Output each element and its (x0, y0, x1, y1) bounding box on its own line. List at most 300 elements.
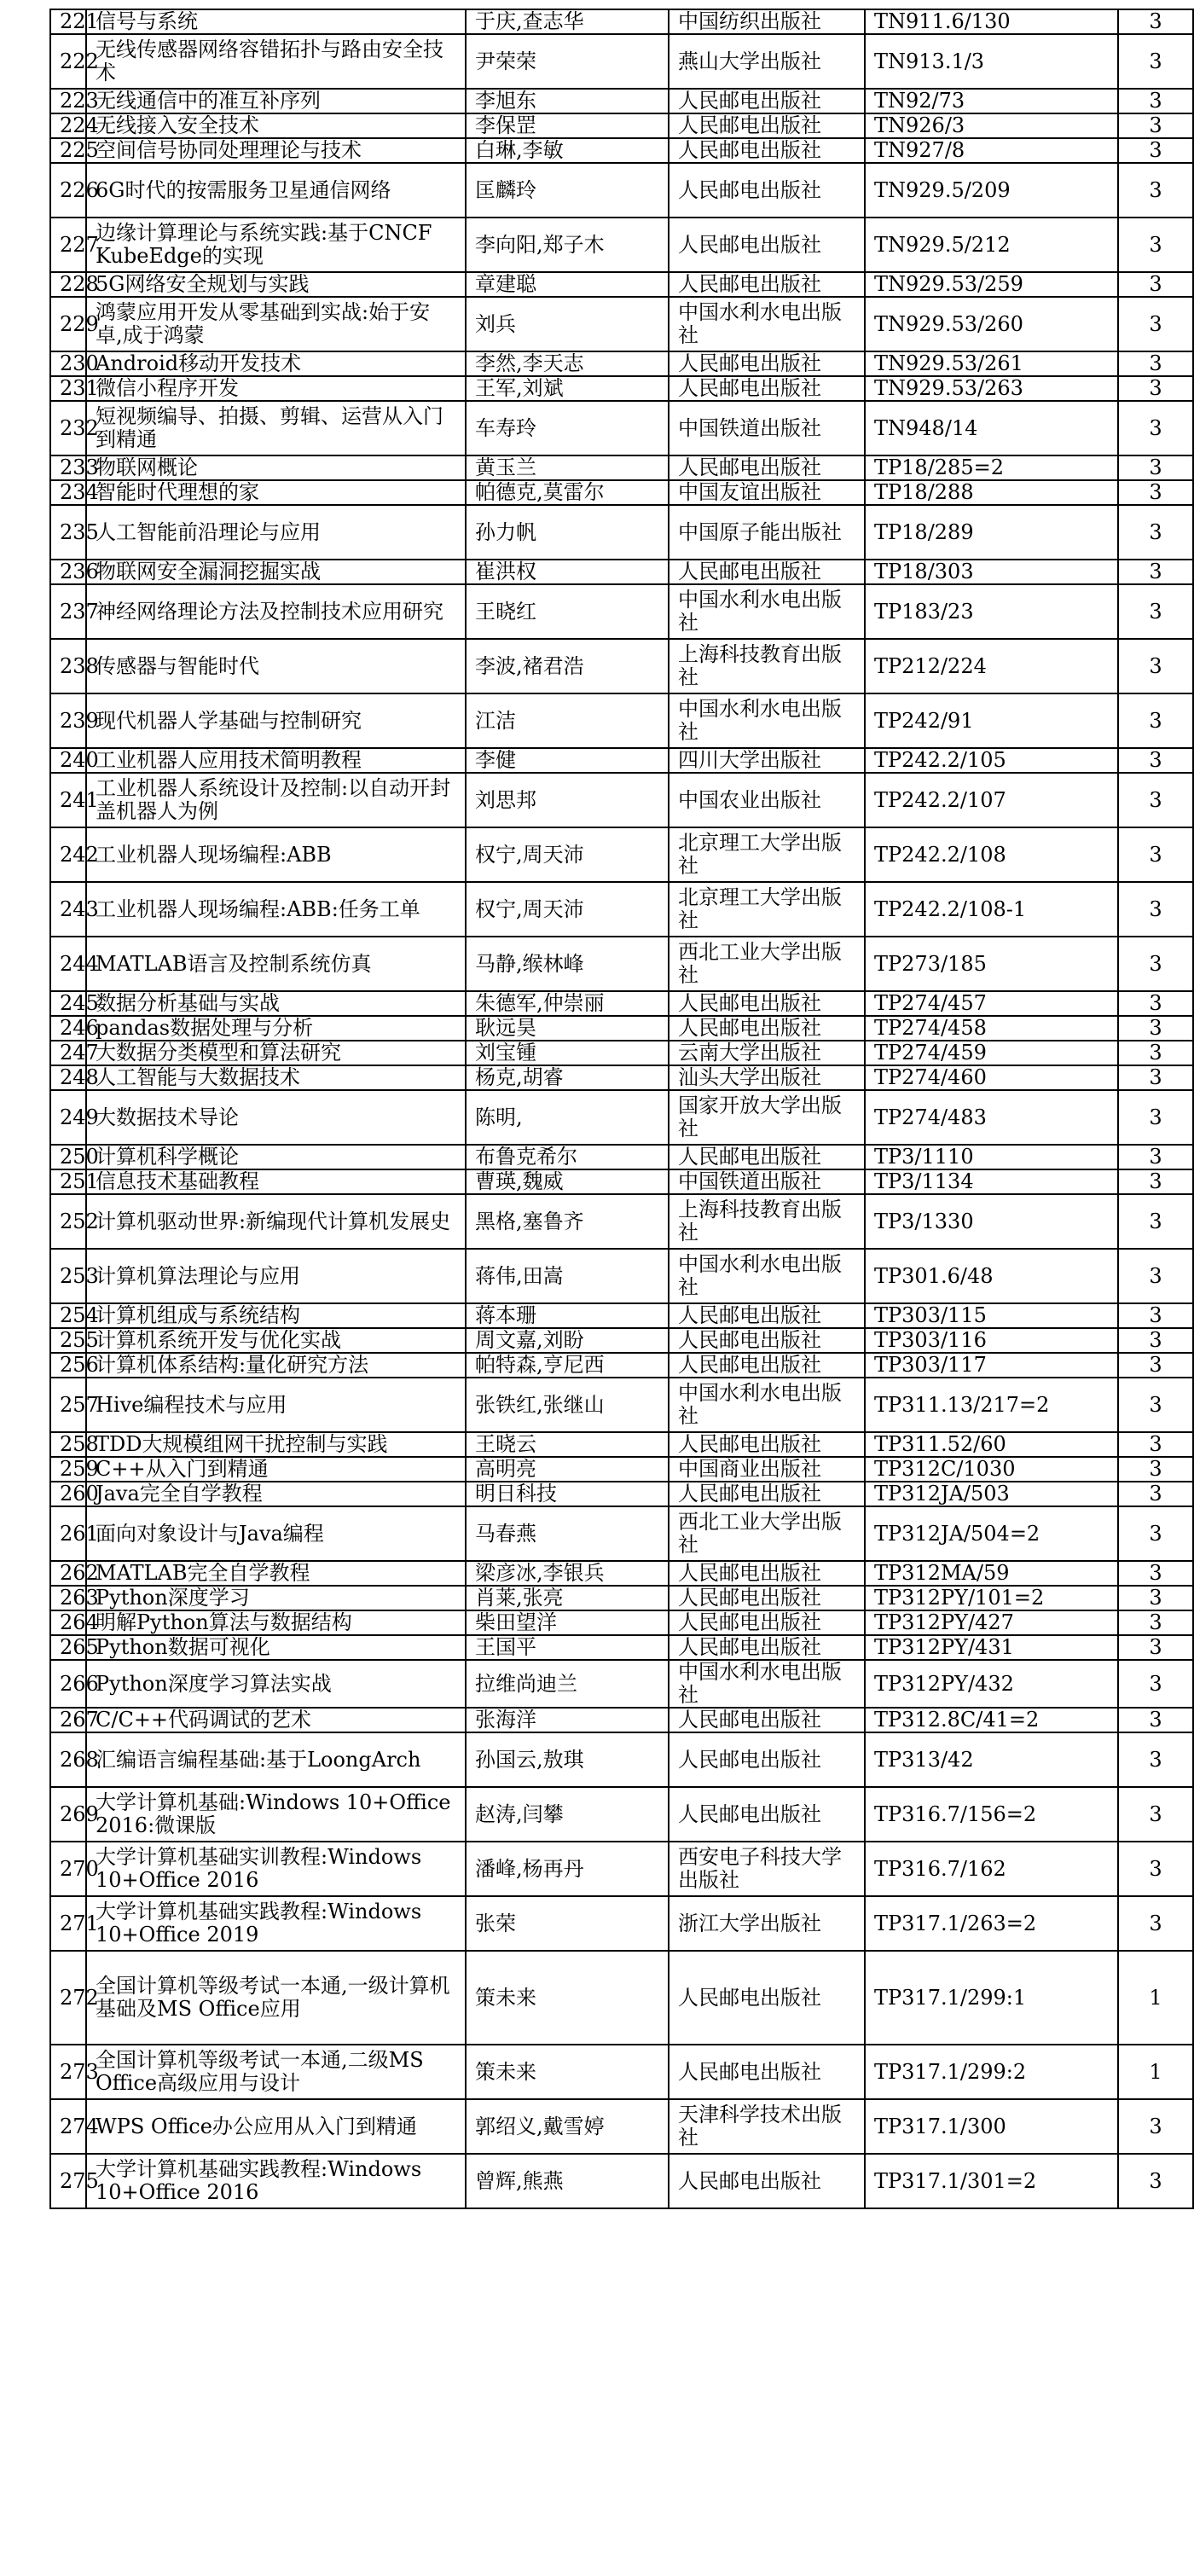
book-title: WPS Office办公应用从入门到精通 (86, 2099, 466, 2154)
row-number: 259 (50, 1457, 86, 1482)
table-row (50, 1482, 1193, 1506)
book-publisher: 人民邮电出版社 (669, 1635, 865, 1660)
book-publisher: 中国铁道出版社 (669, 1169, 865, 1194)
row-number: 265 (50, 1635, 86, 1660)
copies-count: 3 (1118, 827, 1193, 882)
book-author: 朱德军,仲崇丽 (466, 991, 669, 1016)
book-publisher: 中国商业出版社 (669, 1457, 865, 1482)
call-number: TP274/458 (865, 1016, 1118, 1041)
call-number: TP18/288 (865, 480, 1118, 505)
book-title: 边缘计算理论与系统实践:基于CNCF KubeEdge的实现 (86, 218, 466, 272)
book-author: 匡麟玲 (466, 163, 669, 218)
call-number: TP303/115 (865, 1303, 1118, 1328)
table-row (50, 1610, 1193, 1635)
book-publisher: 人民邮电出版社 (669, 560, 865, 584)
call-number: TP242.2/105 (865, 748, 1118, 773)
book-list-table (49, 9, 1194, 2209)
table-row (50, 991, 1193, 1016)
row-number: 253 (50, 1249, 86, 1303)
call-number: TN929.53/263 (865, 376, 1118, 401)
call-number: TP317.1/299:1 (865, 1951, 1118, 2045)
book-author: 拉维尚迪兰 (466, 1660, 669, 1708)
row-number: 245 (50, 991, 86, 1016)
book-title: 全国计算机等级考试一本通,二级MS Office高级应用与设计 (86, 2045, 466, 2099)
row-number: 234 (50, 480, 86, 505)
book-title: 信息技术基础教程 (86, 1169, 466, 1194)
book-title: 大学计算机基础实践教程:Windows 10+Office 2019 (86, 1896, 466, 1951)
book-author: 崔洪权 (466, 560, 669, 584)
book-publisher: 中国纺织出版社 (669, 9, 865, 34)
book-publisher: 中国水利水电出版社 (669, 693, 865, 748)
book-publisher: 人民邮电出版社 (669, 1482, 865, 1506)
copies-count: 3 (1118, 1432, 1193, 1457)
table-row (50, 1249, 1193, 1303)
table-body (50, 9, 1193, 2208)
copies-count: 3 (1118, 1506, 1193, 1561)
copies-count: 3 (1118, 401, 1193, 455)
call-number: TP303/116 (865, 1328, 1118, 1353)
book-title: MATLAB语言及控制系统仿真 (86, 937, 466, 991)
book-publisher: 汕头大学出版社 (669, 1065, 865, 1090)
table-row (50, 1432, 1193, 1457)
book-title: 大学计算机基础实训教程:Windows 10+Office 2016 (86, 1842, 466, 1896)
book-title: TDD大规模组网干扰控制与实践 (86, 1432, 466, 1457)
copies-count: 3 (1118, 639, 1193, 693)
table-row (50, 1457, 1193, 1482)
call-number: TN926/3 (865, 113, 1118, 138)
table-row (50, 937, 1193, 991)
call-number: TP3/1110 (865, 1145, 1118, 1169)
book-publisher: 浙江大学出版社 (669, 1896, 865, 1951)
book-author: 孙国云,敖琪 (466, 1732, 669, 1787)
copies-count: 3 (1118, 163, 1193, 218)
copies-count: 3 (1118, 89, 1193, 113)
book-title: 物联网概论 (86, 455, 466, 480)
book-publisher: 上海科技教育出版社 (669, 639, 865, 693)
copies-count: 3 (1118, 376, 1193, 401)
book-publisher: 中国铁道出版社 (669, 401, 865, 455)
table-row (50, 401, 1193, 455)
book-publisher: 云南大学出版社 (669, 1041, 865, 1065)
call-number: TP242.2/108-1 (865, 882, 1118, 937)
table-row (50, 2099, 1193, 2154)
book-publisher: 中国农业出版社 (669, 773, 865, 827)
copies-count: 3 (1118, 991, 1193, 1016)
row-number: 272 (50, 1951, 86, 2045)
book-title: 工业机器人应用技术简明教程 (86, 748, 466, 773)
book-title: 大学计算机基础:Windows 10+Office 2016:微课版 (86, 1787, 466, 1842)
book-author: 蒋伟,田嵩 (466, 1249, 669, 1303)
book-publisher: 中国水利水电出版社 (669, 1249, 865, 1303)
book-publisher: 人民邮电出版社 (669, 351, 865, 376)
book-author: 杨克,胡睿 (466, 1065, 669, 1090)
table-row (50, 1194, 1193, 1249)
book-publisher: 人民邮电出版社 (669, 1586, 865, 1610)
copies-count: 3 (1118, 1561, 1193, 1586)
table-row (50, 480, 1193, 505)
book-title: 智能时代理想的家 (86, 480, 466, 505)
book-author: 张铁红,张继山 (466, 1378, 669, 1432)
book-author: 李旭东 (466, 89, 669, 113)
book-publisher: 人民邮电出版社 (669, 1787, 865, 1842)
copies-count: 3 (1118, 1328, 1193, 1353)
book-publisher: 人民邮电出版社 (669, 1951, 865, 2045)
call-number: TP316.7/162 (865, 1842, 1118, 1896)
copies-count: 3 (1118, 1482, 1193, 1506)
call-number: TP312.8C/41=2 (865, 1708, 1118, 1732)
book-publisher: 人民邮电出版社 (669, 455, 865, 480)
call-number: TP317.1/300 (865, 2099, 1118, 2154)
copies-count: 3 (1118, 773, 1193, 827)
row-number: 231 (50, 376, 86, 401)
book-title: 面向对象设计与Java编程 (86, 1506, 466, 1561)
book-publisher: 中国水利水电出版社 (669, 297, 865, 351)
book-publisher: 人民邮电出版社 (669, 1432, 865, 1457)
copies-count: 3 (1118, 1635, 1193, 1660)
copies-count: 3 (1118, 9, 1193, 34)
call-number: TP18/303 (865, 560, 1118, 584)
book-author: 刘思邦 (466, 773, 669, 827)
book-title: 5G网络安全规划与实践 (86, 272, 466, 297)
table-row (50, 1635, 1193, 1660)
row-number: 242 (50, 827, 86, 882)
book-title: 空间信号协同处理理论与技术 (86, 138, 466, 163)
table-row (50, 113, 1193, 138)
book-author: 马春燕 (466, 1506, 669, 1561)
copies-count: 3 (1118, 1090, 1193, 1145)
copies-count: 3 (1118, 584, 1193, 639)
copies-count: 3 (1118, 1896, 1193, 1951)
book-publisher: 中国友谊出版社 (669, 480, 865, 505)
book-author: 帕特森,亨尼西 (466, 1353, 669, 1378)
call-number: TP312C/1030 (865, 1457, 1118, 1482)
copies-count: 3 (1118, 1249, 1193, 1303)
book-title: 现代机器人学基础与控制研究 (86, 693, 466, 748)
table-row (50, 1561, 1193, 1586)
row-number: 232 (50, 401, 86, 455)
book-author: 章建聪 (466, 272, 669, 297)
table-row (50, 584, 1193, 639)
copies-count: 3 (1118, 1378, 1193, 1432)
row-number: 222 (50, 34, 86, 89)
call-number: TP312MA/59 (865, 1561, 1118, 1586)
book-title: 数据分析基础与实战 (86, 991, 466, 1016)
copies-count: 3 (1118, 748, 1193, 773)
book-author: 李保罡 (466, 113, 669, 138)
row-number: 237 (50, 584, 86, 639)
table-row (50, 2154, 1193, 2208)
book-author: 赵涛,闫攀 (466, 1787, 669, 1842)
book-author: 黄玉兰 (466, 455, 669, 480)
row-number: 271 (50, 1896, 86, 1951)
copies-count: 3 (1118, 1610, 1193, 1635)
row-number: 260 (50, 1482, 86, 1506)
book-title: 无线接入安全技术 (86, 113, 466, 138)
book-publisher: 国家开放大学出版社 (669, 1090, 865, 1145)
book-publisher: 中国水利水电出版社 (669, 1378, 865, 1432)
book-author: 李然,李天志 (466, 351, 669, 376)
row-number: 246 (50, 1016, 86, 1041)
book-publisher: 人民邮电出版社 (669, 1610, 865, 1635)
row-number: 274 (50, 2099, 86, 2154)
book-author: 肖莱,张亮 (466, 1586, 669, 1610)
call-number: TP274/459 (865, 1041, 1118, 1065)
table-row (50, 1016, 1193, 1041)
copies-count: 3 (1118, 1457, 1193, 1482)
call-number: TN911.6/130 (865, 9, 1118, 34)
call-number: TN929.53/260 (865, 297, 1118, 351)
call-number: TP242.2/107 (865, 773, 1118, 827)
book-author: 尹荣荣 (466, 34, 669, 89)
copies-count: 3 (1118, 1708, 1193, 1732)
row-number: 241 (50, 773, 86, 827)
call-number: TP311.52/60 (865, 1432, 1118, 1457)
table-row (50, 1041, 1193, 1065)
book-title: 人工智能与大数据技术 (86, 1065, 466, 1090)
call-number: TP3/1134 (865, 1169, 1118, 1194)
book-publisher: 人民邮电出版社 (669, 138, 865, 163)
table-row (50, 1896, 1193, 1951)
call-number: TP317.1/301=2 (865, 2154, 1118, 2208)
book-author: 曾辉,熊燕 (466, 2154, 669, 2208)
book-publisher: 人民邮电出版社 (669, 2045, 865, 2099)
book-author: 权宁,周天沛 (466, 827, 669, 882)
table-row (50, 639, 1193, 693)
table-row (50, 693, 1193, 748)
table-row (50, 138, 1193, 163)
call-number: TN92/73 (865, 89, 1118, 113)
row-number: 263 (50, 1586, 86, 1610)
copies-count: 3 (1118, 113, 1193, 138)
copies-count: 3 (1118, 1353, 1193, 1378)
row-number: 226 (50, 163, 86, 218)
table-row (50, 1353, 1193, 1378)
table-row (50, 272, 1193, 297)
table-row (50, 748, 1193, 773)
row-number: 252 (50, 1194, 86, 1249)
book-title: 计算机驱动世界:新编现代计算机发展史 (86, 1194, 466, 1249)
row-number: 240 (50, 748, 86, 773)
book-publisher: 人民邮电出版社 (669, 218, 865, 272)
row-number: 243 (50, 882, 86, 937)
call-number: TP273/185 (865, 937, 1118, 991)
book-publisher: 西北工业大学出版社 (669, 1506, 865, 1561)
table-row (50, 1506, 1193, 1561)
book-publisher: 北京理工大学出版社 (669, 882, 865, 937)
book-title: Python数据可视化 (86, 1635, 466, 1660)
copies-count: 3 (1118, 297, 1193, 351)
book-publisher: 天津科学技术出版社 (669, 2099, 865, 2154)
book-title: MATLAB完全自学教程 (86, 1561, 466, 1586)
copies-count: 1 (1118, 1951, 1193, 2045)
book-publisher: 西安电子科技大学出版社 (669, 1842, 865, 1896)
copies-count: 3 (1118, 505, 1193, 560)
book-title: 大学计算机基础实践教程:Windows 10+Office 2016 (86, 2154, 466, 2208)
book-publisher: 北京理工大学出版社 (669, 827, 865, 882)
row-number: 254 (50, 1303, 86, 1328)
book-title: C/C++代码调试的艺术 (86, 1708, 466, 1732)
row-number: 250 (50, 1145, 86, 1169)
call-number: TN929.53/259 (865, 272, 1118, 297)
call-number: TP312PY/101=2 (865, 1586, 1118, 1610)
call-number: TP313/42 (865, 1732, 1118, 1787)
book-title: 工业机器人现场编程:ABB (86, 827, 466, 882)
row-number: 256 (50, 1353, 86, 1378)
call-number: TP18/289 (865, 505, 1118, 560)
copies-count: 3 (1118, 1842, 1193, 1896)
row-number: 269 (50, 1787, 86, 1842)
copies-count: 3 (1118, 1787, 1193, 1842)
table-row (50, 1169, 1193, 1194)
copies-count: 3 (1118, 1660, 1193, 1708)
copies-count: 3 (1118, 1065, 1193, 1090)
book-author: 马静,缑林峰 (466, 937, 669, 991)
table-row (50, 1586, 1193, 1610)
book-title: 短视频编导、拍摄、剪辑、运营从入门到精通 (86, 401, 466, 455)
row-number: 238 (50, 639, 86, 693)
table-row (50, 89, 1193, 113)
book-publisher: 人民邮电出版社 (669, 1303, 865, 1328)
call-number: TP242/91 (865, 693, 1118, 748)
book-author: 刘宝锺 (466, 1041, 669, 1065)
book-title: 6G时代的按需服务卫星通信网络 (86, 163, 466, 218)
book-author: 孙力帆 (466, 505, 669, 560)
book-publisher: 人民邮电出版社 (669, 163, 865, 218)
book-publisher: 西北工业大学出版社 (669, 937, 865, 991)
table-row (50, 34, 1193, 89)
book-author: 潘峰,杨再丹 (466, 1842, 669, 1896)
row-number: 275 (50, 2154, 86, 2208)
book-title: 计算机科学概论 (86, 1145, 466, 1169)
call-number: TP242.2/108 (865, 827, 1118, 882)
book-author: 布鲁克希尔 (466, 1145, 669, 1169)
call-number: TN927/8 (865, 138, 1118, 163)
row-number: 270 (50, 1842, 86, 1896)
table-row (50, 505, 1193, 560)
row-number: 258 (50, 1432, 86, 1457)
call-number: TP274/460 (865, 1065, 1118, 1090)
table-row (50, 297, 1193, 351)
book-author: 江洁 (466, 693, 669, 748)
book-publisher: 人民邮电出版社 (669, 1145, 865, 1169)
table-row (50, 827, 1193, 882)
table-row (50, 882, 1193, 937)
book-title: 无线传感器网络容错拓扑与路由安全技术 (86, 34, 466, 89)
book-title: 计算机组成与系统结构 (86, 1303, 466, 1328)
copies-count: 3 (1118, 1169, 1193, 1194)
book-title: 大数据技术导论 (86, 1090, 466, 1145)
call-number: TP312JA/504=2 (865, 1506, 1118, 1561)
book-title: 计算机算法理论与应用 (86, 1249, 466, 1303)
book-author: 陈明, (466, 1090, 669, 1145)
book-author: 白琳,李敏 (466, 138, 669, 163)
call-number: TP312PY/432 (865, 1660, 1118, 1708)
row-number: 273 (50, 2045, 86, 2099)
row-number: 229 (50, 297, 86, 351)
book-author: 曹瑛,魏威 (466, 1169, 669, 1194)
book-author: 刘兵 (466, 297, 669, 351)
book-publisher: 中国原子能出版社 (669, 505, 865, 560)
table-row (50, 9, 1193, 34)
book-author: 耿远昊 (466, 1016, 669, 1041)
book-author: 王晓云 (466, 1432, 669, 1457)
call-number: TP3/1330 (865, 1194, 1118, 1249)
book-title: 工业机器人现场编程:ABB:任务工单 (86, 882, 466, 937)
table-row (50, 351, 1193, 376)
copies-count: 3 (1118, 2154, 1193, 2208)
table-row (50, 376, 1193, 401)
book-publisher: 人民邮电出版社 (669, 991, 865, 1016)
book-publisher: 上海科技教育出版社 (669, 1194, 865, 1249)
table-row (50, 1145, 1193, 1169)
row-number: 268 (50, 1732, 86, 1787)
call-number: TP317.1/299:2 (865, 2045, 1118, 2099)
book-title: 计算机体系结构:量化研究方法 (86, 1353, 466, 1378)
table-row (50, 1842, 1193, 1896)
table-row (50, 1303, 1193, 1328)
copies-count: 3 (1118, 937, 1193, 991)
row-number: 239 (50, 693, 86, 748)
copies-count: 3 (1118, 138, 1193, 163)
table-row (50, 1090, 1193, 1145)
table-row (50, 1328, 1193, 1353)
book-author: 李波,褚君浩 (466, 639, 669, 693)
call-number: TN929.5/209 (865, 163, 1118, 218)
copies-count: 3 (1118, 1586, 1193, 1610)
call-number: TN913.1/3 (865, 34, 1118, 89)
row-number: 248 (50, 1065, 86, 1090)
call-number: TN948/14 (865, 401, 1118, 455)
book-title: pandas数据处理与分析 (86, 1016, 466, 1041)
book-title: 传感器与智能时代 (86, 639, 466, 693)
table-row (50, 1732, 1193, 1787)
book-title: 工业机器人系统设计及控制:以自动开封盖机器人为例 (86, 773, 466, 827)
row-number: 221 (50, 9, 86, 34)
book-author: 王国平 (466, 1635, 669, 1660)
book-author: 帕德克,莫雷尔 (466, 480, 669, 505)
row-number: 257 (50, 1378, 86, 1432)
call-number: TP311.13/217=2 (865, 1378, 1118, 1432)
book-title: Python深度学习 (86, 1586, 466, 1610)
row-number: 235 (50, 505, 86, 560)
table-row (50, 1065, 1193, 1090)
book-author: 于庆,查志华 (466, 9, 669, 34)
copies-count: 1 (1118, 2045, 1193, 2099)
row-number: 236 (50, 560, 86, 584)
book-author: 蒋本珊 (466, 1303, 669, 1328)
copies-count: 3 (1118, 218, 1193, 272)
copies-count: 3 (1118, 1303, 1193, 1328)
book-title: C++从入门到精通 (86, 1457, 466, 1482)
call-number: TP317.1/263=2 (865, 1896, 1118, 1951)
table-row (50, 1951, 1193, 2045)
call-number: TP274/483 (865, 1090, 1118, 1145)
book-publisher: 人民邮电出版社 (669, 89, 865, 113)
book-author: 黑格,塞鲁齐 (466, 1194, 669, 1249)
row-number: 266 (50, 1660, 86, 1708)
copies-count: 3 (1118, 272, 1193, 297)
table-row (50, 1660, 1193, 1708)
book-author: 明日科技 (466, 1482, 669, 1506)
call-number: TP303/117 (865, 1353, 1118, 1378)
call-number: TP312PY/427 (865, 1610, 1118, 1635)
row-number: 233 (50, 455, 86, 480)
book-author: 柴田望洋 (466, 1610, 669, 1635)
book-title: 微信小程序开发 (86, 376, 466, 401)
copies-count: 3 (1118, 1194, 1193, 1249)
book-title: 汇编语言编程基础:基于LoongArch (86, 1732, 466, 1787)
copies-count: 3 (1118, 351, 1193, 376)
